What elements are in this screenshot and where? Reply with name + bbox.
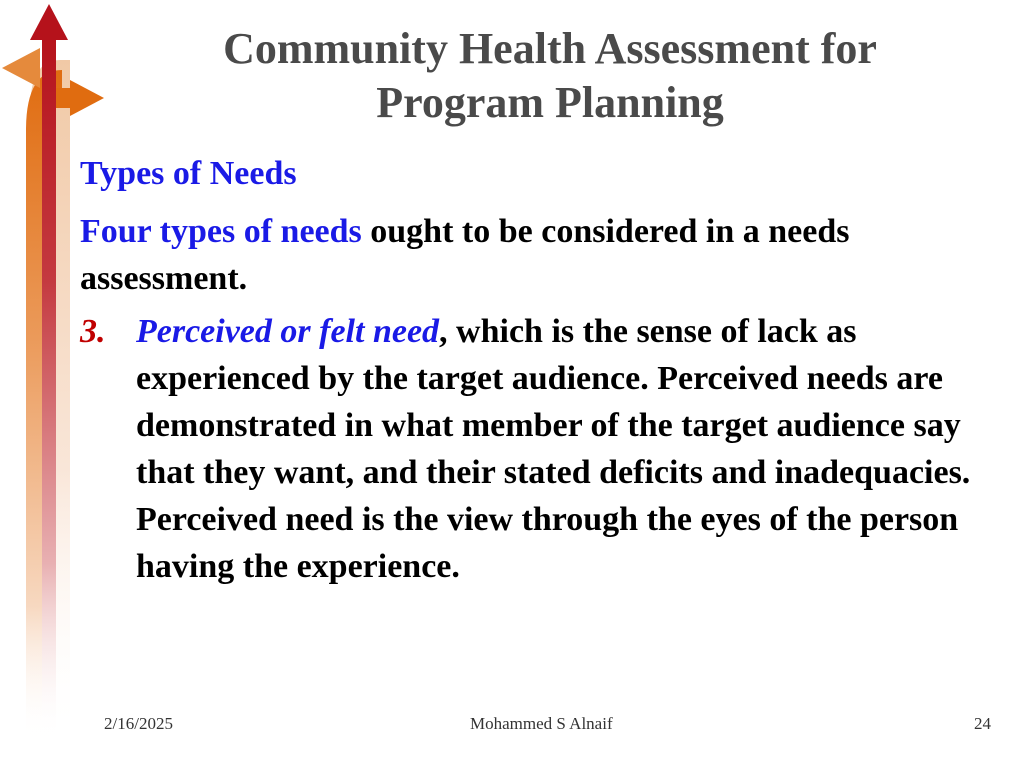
footer-page-number: 24 <box>974 714 991 733</box>
slide-body <box>80 152 1000 590</box>
list-item-term: Perceived or felt need <box>136 313 440 350</box>
title-line-1: Community Health Assessment for <box>223 24 877 73</box>
intro-rest: ought to be considered in a needs assessment. <box>80 213 850 297</box>
intro-highlight: Four types of needs <box>80 213 362 250</box>
footer-date: 2/16/2025 <box>104 714 173 733</box>
list-item-text: , which is the sense of lack as experienced by the target audience. Perceived needs are demonstrated in what member of the target audience say that they want, and their stated deficits and inadequacies. Perceived need is the view through the eyes of the person having the experience. <box>136 313 971 585</box>
slide-title <box>130 22 970 130</box>
footer-author: Mohammed S Alnaif <box>470 714 613 733</box>
intro-paragraph <box>80 208 1000 302</box>
title-line-2: Program Planning <box>376 78 724 127</box>
section-heading: Types of Needs <box>80 155 297 192</box>
list-item-number: 3. <box>80 313 106 350</box>
list-item <box>80 308 1000 590</box>
